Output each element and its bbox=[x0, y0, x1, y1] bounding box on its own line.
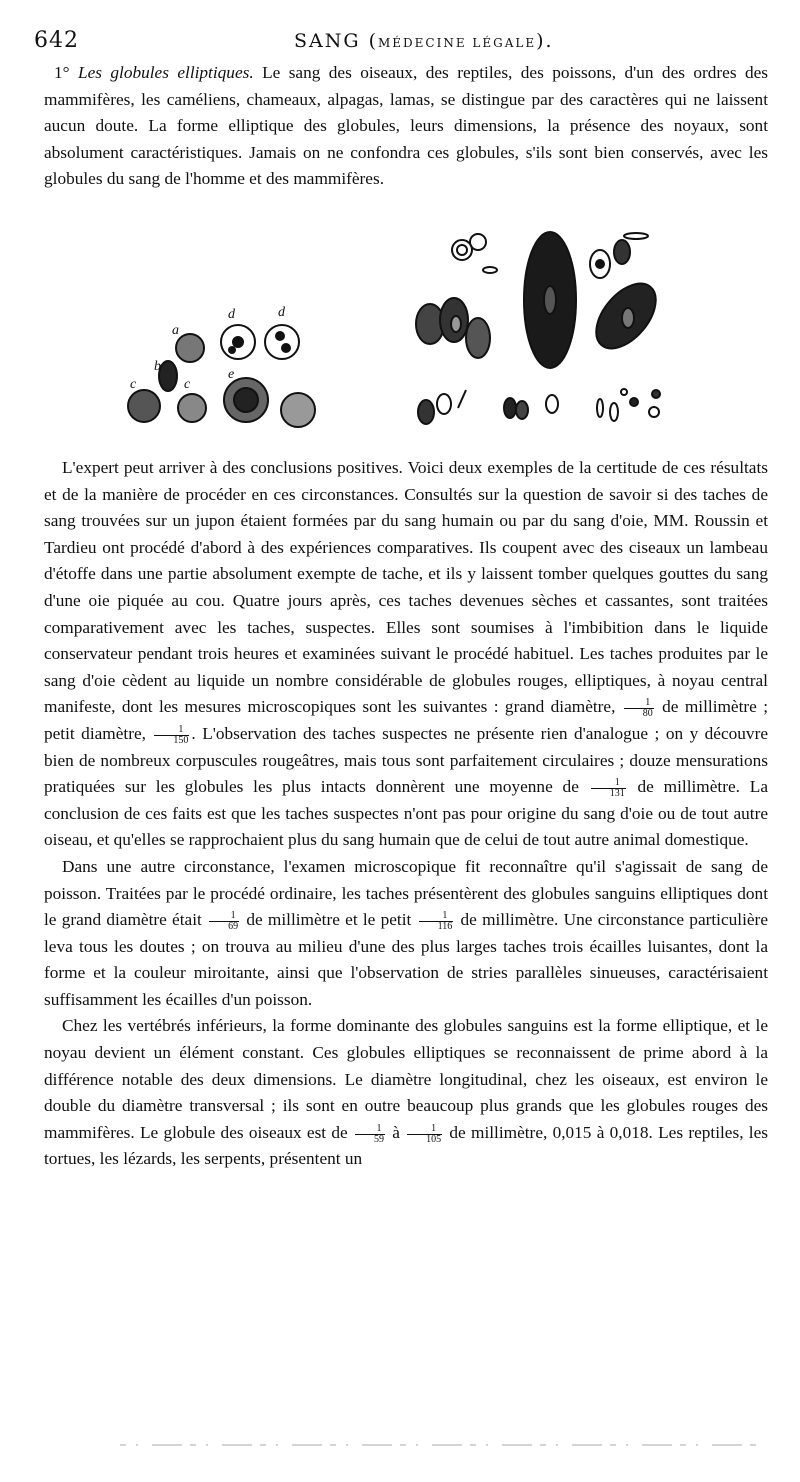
globule-d2 bbox=[265, 325, 299, 359]
paragraph-text: de millimètre. La conclusion de ces faits est que les taches suspectes n'ont pas pour origine du sang d'oie ou de tout autre oiseau, et qu'elles se rapprochaient plus du sang humain que de celui de tout autre animal domestique. bbox=[44, 777, 768, 850]
paragraph-fish-blood-example bbox=[44, 854, 768, 1014]
figure-label-a: a bbox=[172, 323, 179, 338]
globule-c3 bbox=[281, 393, 315, 427]
fraction-denominator: 80 bbox=[642, 708, 653, 720]
fraction-denominator: 116 bbox=[437, 921, 453, 933]
page-number: 642 bbox=[34, 28, 79, 53]
page-header bbox=[34, 28, 770, 56]
fraction-1-69 bbox=[209, 911, 239, 932]
figure-label-e: e bbox=[228, 367, 235, 382]
globule-a bbox=[176, 334, 204, 362]
paragraph-text: de millimètre, 0,015 à 0,018. Les reptiles, les tortues, les lézards, les serpents, présentent un bbox=[44, 1122, 768, 1169]
fraction-1-131 bbox=[591, 778, 626, 799]
section-heading: Les globules elliptiques. bbox=[77, 63, 254, 82]
fraction-1-105 bbox=[407, 1124, 442, 1145]
paragraph-text: de millimètre et le petit bbox=[241, 910, 417, 930]
paragraph-text: L'expert peut arriver à des conclusions positives. Voici deux exemples de la certitude de ces résultats et de la manière de procéder en ces circonstances. Consultés sur la question de savoir si des taches de sang trouvées sur un jupon étaient formées par du sang humain ou par du sang d'oie, MM. Roussin et Tardieu ont procédé d'abord à des expériences comparatives. Ils coupent avec des ciseaux un lambeau d'étoffe dans une partie absolument exempte de tache, et ils y laissent tomber quelques gouttes du sang d'une oie piquée au cou. Quatre jours après, ces taches devenues sèches et cassantes, sont traitées comparativement avec les taches, suspectes. Elles sont soumises à l'imbibition dans le liquide conservateur pendant trois heures et examinées suivant le procédé habituel. Les taches produites par le sang d'oie cèdent au liquide un nombre considérable de globules rouges, elliptiques, à noyau central manifeste, dont les mesures microscopiques sont les suivantes : grand diamètre, bbox=[44, 458, 768, 717]
paragraph-intro bbox=[44, 60, 768, 193]
paragraph-text: de millimètre. Une circonstance particulière leva tous les doutes ; on trouva au milieu d'une des plus larges taches trois écailles luisantes, dont la forme et la couleur miroitante, ainsi que l'observation de stries parallèles sinueuses, caractérisaient suffisamment les écailles d'un poisson. bbox=[44, 910, 768, 1009]
paragraph-intro-text: Le sang des oiseaux, des reptiles, des poissons, d'un des ordres des mammifères, les caméliens, chameaux, alpagas, lamas, se distingue par des caractères qui ne laissent aucun doute. La forme elliptique des globules, leurs dimensions, la présence des noyaux, sont absolument caractéristiques. Jamais on ne confondra ces globules, s'ils sont bien conservés, avec les globules du sang de l'homme et des mammifères. bbox=[44, 63, 768, 189]
running-title-end: ). bbox=[536, 30, 554, 52]
fraction-1-116 bbox=[419, 911, 454, 932]
fraction-denominator: 150 bbox=[173, 734, 189, 746]
section-globules-elliptiques bbox=[44, 60, 768, 193]
figure-label-c1: c bbox=[130, 377, 137, 392]
figure-label-d2: d bbox=[278, 305, 285, 320]
fraction-denominator: 105 bbox=[426, 1133, 442, 1145]
fraction-denominator: 59 bbox=[373, 1133, 384, 1145]
main-text bbox=[44, 455, 768, 1173]
paragraph-text: à bbox=[386, 1122, 406, 1142]
figure-label-d1: d bbox=[228, 307, 235, 322]
paragraph-text: de millimètre ; petit diamètre, bbox=[44, 697, 768, 743]
fraction-numerator: 1 bbox=[591, 778, 626, 789]
fraction-numerator: 1 bbox=[419, 911, 454, 922]
paragraph-text: Dans une autre circonstance, l'examen microscopique fit reconnaître qu'il s'agissait de sang de poisson. Traitées par le procédé ordinaire, les taches présentèrent des globules sanguins elliptiques dont le grand diamètre était bbox=[44, 856, 768, 930]
scan-bleed-through bbox=[120, 1443, 760, 1447]
running-title-main: SANG ( bbox=[294, 30, 378, 52]
fraction-numerator: 1 bbox=[624, 698, 654, 709]
globule-b bbox=[159, 361, 177, 391]
fraction-numerator: 1 bbox=[355, 1124, 385, 1135]
globule-c2 bbox=[178, 394, 206, 422]
figure-right-elliptic-globules bbox=[400, 228, 700, 448]
globule-c1 bbox=[128, 390, 160, 422]
fraction-denominator: 131 bbox=[609, 788, 625, 800]
section-number: 1° bbox=[54, 63, 78, 82]
paragraph-text: Chez les vertébrés inférieurs, la forme dominante des globules sanguins est la forme elliptique, et le noyau devient un élément constant. Ces globules elliptiques se reconnaissent de prime abord à la différence notable des deux dimensions. Le diamètre longitudinal, chez les oiseaux, est environ le double du diamètre transversal ; ils sont en outre beaucoup plus grands que les globules rouges des mammifères. Le globule des oiseaux est de bbox=[44, 1016, 768, 1142]
paragraph-goose-blood-example bbox=[44, 455, 768, 854]
figure-label-c2: c bbox=[184, 377, 191, 392]
blood-cells-figure bbox=[110, 228, 690, 448]
fraction-1-59 bbox=[355, 1124, 385, 1145]
fraction-1-150 bbox=[154, 725, 189, 746]
paragraph-lower-vertebrates bbox=[44, 1013, 768, 1173]
paragraph-text: . L'observation des taches suspectes ne présente rien d'analogue ; on y découvre bien de nombreux corpuscules rougeâtres, mais tous sont parfaitement circulaires ; douze mensurations pratiquées sur les globules les plus intacts donnèrent une moyenne de bbox=[44, 723, 768, 797]
fraction-1-80 bbox=[624, 698, 654, 719]
figure-left-round-globules bbox=[110, 288, 330, 448]
fraction-numerator: 1 bbox=[209, 911, 239, 922]
fraction-numerator: 1 bbox=[154, 725, 189, 736]
figure-label-b: b bbox=[154, 359, 161, 374]
fraction-denominator: 69 bbox=[228, 921, 239, 933]
fraction-numerator: 1 bbox=[407, 1124, 442, 1135]
running-title bbox=[294, 30, 554, 52]
running-title-subject: MÉDECINE LÉGALE bbox=[378, 36, 537, 50]
